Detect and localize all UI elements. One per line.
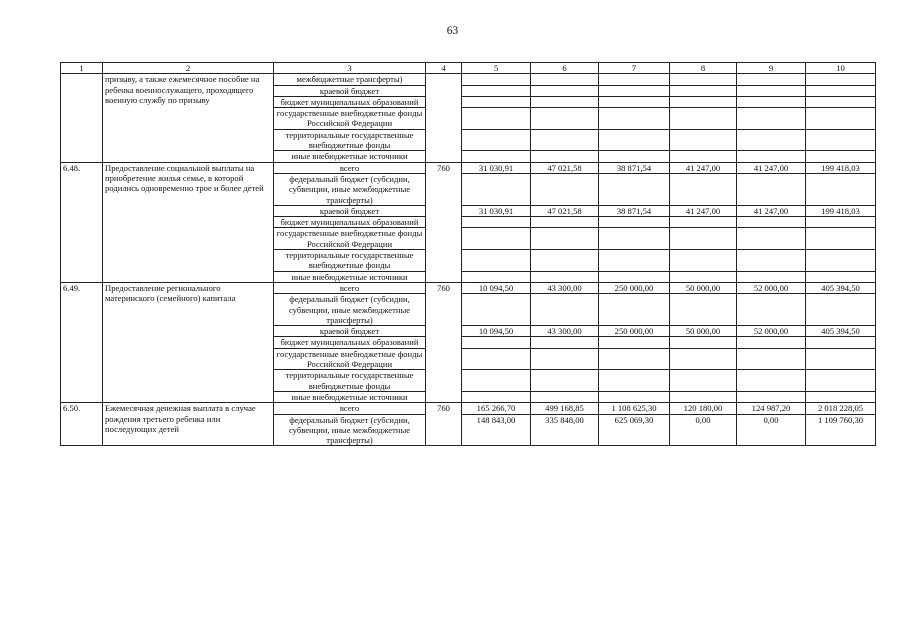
amount-cell (670, 129, 737, 151)
amount-cell (599, 337, 670, 348)
amount-cell (806, 370, 876, 392)
amount-cell: 199 418,03 (806, 162, 876, 173)
amount-cell (531, 108, 599, 130)
amount-cell (531, 348, 599, 370)
funding-source: краевой бюджет (274, 85, 426, 96)
column-header: 5 (462, 63, 531, 74)
funding-source: иные внебюджетные источники (274, 391, 426, 402)
amount-cell: 38 871,54 (599, 162, 670, 173)
funding-source: государственные внебюджетные фонды Российской Федерации (274, 108, 426, 130)
funding-source: всего (274, 403, 426, 414)
admin-code: 760 (426, 403, 462, 446)
amount-cell (670, 173, 737, 205)
funding-source: федеральный бюджет (субсидии, субвенции, иные межбюджетные трансферты) (274, 414, 426, 446)
admin-code: 760 (426, 282, 462, 402)
amount-cell (462, 271, 531, 282)
amount-cell: 38 871,54 (599, 205, 670, 216)
column-number-row (61, 63, 876, 74)
item-name: Предоставление регионального материнского (семейного) капитала (103, 282, 274, 402)
amount-cell (462, 391, 531, 402)
amount-cell: 41 247,00 (670, 205, 737, 216)
amount-cell: 50 000,00 (670, 326, 737, 337)
amount-cell (806, 337, 876, 348)
amount-cell (737, 129, 806, 151)
funding-source: государственные внебюджетные фонды Российской Федерации (274, 348, 426, 370)
amount-cell (462, 217, 531, 228)
amount-cell: 0,00 (670, 414, 737, 446)
item-name: призыву, а также ежемесячное пособие на ребенка военнослужащего, проходящего военную службу по призыву (103, 74, 274, 162)
amount-cell: 31 030,91 (462, 205, 531, 216)
funding-source: территориальные государственные внебюджетные фонды (274, 370, 426, 392)
funding-source: всего (274, 282, 426, 293)
amount-cell: 47 021,58 (531, 205, 599, 216)
amount-cell: 148 843,00 (462, 414, 531, 446)
amount-cell: 41 247,00 (737, 205, 806, 216)
column-header: 9 (737, 63, 806, 74)
amount-cell (806, 250, 876, 272)
amount-cell: 1 109 760,30 (806, 414, 876, 446)
column-header: 8 (670, 63, 737, 74)
amount-cell (462, 250, 531, 272)
amount-cell (531, 294, 599, 326)
amount-cell (599, 85, 670, 96)
amount-cell (462, 96, 531, 107)
amount-cell: 120 180,00 (670, 403, 737, 414)
amount-cell (737, 173, 806, 205)
amount-cell (806, 96, 876, 107)
amount-cell (531, 129, 599, 151)
amount-cell: 124 987,20 (737, 403, 806, 414)
table-row (61, 282, 876, 293)
amount-cell (531, 74, 599, 85)
amount-cell (806, 74, 876, 85)
amount-cell (737, 85, 806, 96)
amount-cell (737, 108, 806, 130)
amount-cell (462, 151, 531, 162)
amount-cell: 41 247,00 (737, 162, 806, 173)
amount-cell (599, 151, 670, 162)
amount-cell (599, 108, 670, 130)
amount-cell (737, 228, 806, 250)
amount-cell (531, 337, 599, 348)
amount-cell (599, 370, 670, 392)
amount-cell (806, 271, 876, 282)
funding-source: федеральный бюджет (субсидии, субвенции, иные межбюджетные трансферты) (274, 173, 426, 205)
column-header: 1 (61, 63, 103, 74)
amount-cell (737, 337, 806, 348)
table-row (61, 162, 876, 173)
amount-cell (670, 391, 737, 402)
item-number: 6.48. (61, 162, 103, 282)
funding-source: территориальные государственные внебюджетные фонды (274, 129, 426, 151)
funding-source: бюджет муниципальных образований (274, 96, 426, 107)
column-header: 7 (599, 63, 670, 74)
amount-cell: 10 094,50 (462, 326, 531, 337)
amount-cell (737, 271, 806, 282)
column-header: 2 (103, 63, 274, 74)
amount-cell (599, 271, 670, 282)
amount-cell: 52 000,00 (737, 282, 806, 293)
amount-cell (462, 337, 531, 348)
amount-cell (737, 348, 806, 370)
amount-cell (462, 108, 531, 130)
amount-cell (531, 85, 599, 96)
amount-cell (599, 294, 670, 326)
amount-cell: 10 094,50 (462, 282, 531, 293)
amount-cell (599, 74, 670, 85)
amount-cell: 50 000,00 (670, 282, 737, 293)
column-header: 4 (426, 63, 462, 74)
amount-cell (599, 228, 670, 250)
amount-cell (737, 370, 806, 392)
admin-code (426, 74, 462, 162)
column-header: 6 (531, 63, 599, 74)
funding-source: иные внебюджетные источники (274, 151, 426, 162)
amount-cell (670, 228, 737, 250)
item-name: Ежемесячная денежная выплата в случае рождения третьего ребенка или последующих детей (103, 403, 274, 446)
item-number: 6.50. (61, 403, 103, 446)
amount-cell (462, 173, 531, 205)
amount-cell (737, 391, 806, 402)
amount-cell (806, 294, 876, 326)
amount-cell (737, 151, 806, 162)
amount-cell (531, 271, 599, 282)
funding-source: бюджет муниципальных образований (274, 217, 426, 228)
amount-cell (806, 217, 876, 228)
amount-cell (462, 129, 531, 151)
funding-source: межбюджетные трансферты) (274, 74, 426, 85)
amount-cell (806, 85, 876, 96)
amount-cell: 31 030,91 (462, 162, 531, 173)
funding-source: иные внебюджетные источники (274, 271, 426, 282)
amount-cell (670, 348, 737, 370)
amount-cell (670, 74, 737, 85)
funding-source: территориальные государственные внебюджетные фонды (274, 250, 426, 272)
amount-cell: 625 069,30 (599, 414, 670, 446)
amount-cell (599, 129, 670, 151)
table-row (61, 74, 876, 85)
funding-source: краевой бюджет (274, 326, 426, 337)
amount-cell: 47 021,58 (531, 162, 599, 173)
amount-cell (599, 96, 670, 107)
amount-cell (806, 108, 876, 130)
amount-cell (531, 250, 599, 272)
amount-cell (737, 217, 806, 228)
amount-cell (806, 129, 876, 151)
item-name: Предоставление социальной выплаты на приобретение жилья семье, в которой родились одновременно трое и более детей (103, 162, 274, 282)
amount-cell (599, 348, 670, 370)
amount-cell (599, 391, 670, 402)
amount-cell (531, 391, 599, 402)
amount-cell (670, 151, 737, 162)
amount-cell (670, 337, 737, 348)
table-row (61, 403, 876, 414)
amount-cell (806, 173, 876, 205)
amount-cell (531, 370, 599, 392)
amount-cell (670, 108, 737, 130)
amount-cell: 0,00 (737, 414, 806, 446)
funding-source: государственные внебюджетные фонды Российской Федерации (274, 228, 426, 250)
funding-source: краевой бюджет (274, 205, 426, 216)
amount-cell (737, 294, 806, 326)
amount-cell: 165 266,70 (462, 403, 531, 414)
amount-cell (670, 271, 737, 282)
amount-cell: 335 848,00 (531, 414, 599, 446)
funding-source: федеральный бюджет (субсидии, субвенции, иные межбюджетные трансферты) (274, 294, 426, 326)
funding-source: всего (274, 162, 426, 173)
column-header: 10 (806, 63, 876, 74)
amount-cell: 43 300,00 (531, 326, 599, 337)
amount-cell (599, 173, 670, 205)
amount-cell (531, 151, 599, 162)
item-number (61, 74, 103, 162)
amount-cell: 52 000,00 (737, 326, 806, 337)
amount-cell: 250 000,00 (599, 326, 670, 337)
page-number: 63 (446, 25, 459, 37)
amount-cell (599, 250, 670, 272)
amount-cell (670, 85, 737, 96)
amount-cell: 499 168,85 (531, 403, 599, 414)
amount-cell (806, 151, 876, 162)
amount-cell: 199 418,03 (806, 205, 876, 216)
amount-cell (462, 74, 531, 85)
budget-table (60, 62, 876, 446)
amount-cell (670, 370, 737, 392)
amount-cell (462, 348, 531, 370)
amount-cell (531, 217, 599, 228)
amount-cell: 250 000,00 (599, 282, 670, 293)
funding-source: бюджет муниципальных образований (274, 337, 426, 348)
column-header: 3 (274, 63, 426, 74)
amount-cell (670, 217, 737, 228)
amount-cell (670, 96, 737, 107)
amount-cell (670, 250, 737, 272)
amount-cell: 2 018 228,05 (806, 403, 876, 414)
amount-cell: 405 394,50 (806, 282, 876, 293)
amount-cell: 1 108 625,30 (599, 403, 670, 414)
amount-cell (806, 391, 876, 402)
amount-cell: 43 300,00 (531, 282, 599, 293)
amount-cell (599, 217, 670, 228)
amount-cell: 41 247,00 (670, 162, 737, 173)
amount-cell (806, 228, 876, 250)
amount-cell (806, 348, 876, 370)
amount-cell (737, 250, 806, 272)
amount-cell (737, 96, 806, 107)
item-number: 6.49. (61, 282, 103, 402)
amount-cell (462, 294, 531, 326)
amount-cell (737, 74, 806, 85)
amount-cell (462, 370, 531, 392)
amount-cell (670, 294, 737, 326)
admin-code: 760 (426, 162, 462, 282)
amount-cell (531, 228, 599, 250)
amount-cell: 405 394,50 (806, 326, 876, 337)
amount-cell (531, 173, 599, 205)
amount-cell (531, 96, 599, 107)
amount-cell (462, 228, 531, 250)
amount-cell (462, 85, 531, 96)
